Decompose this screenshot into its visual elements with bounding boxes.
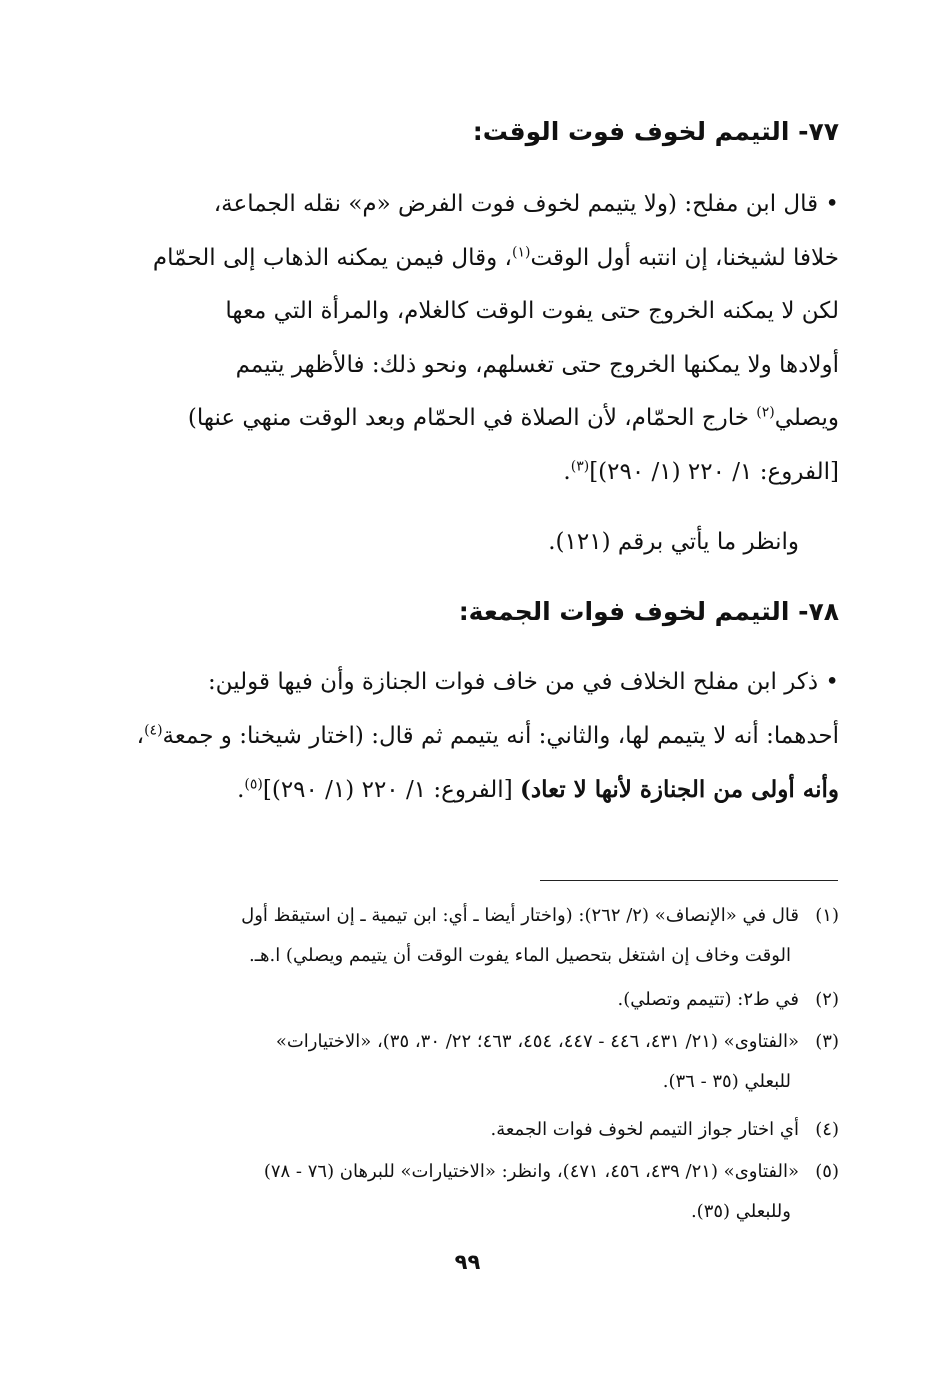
section-78-heading: ٧٨- التيمم لخوف فوات الجمعة: [458,597,839,626]
footnote-number: (٤) [815,1119,839,1140]
section-77-paragraph [99,178,839,499]
footnote-2 [99,980,839,1020]
para-line: • ذكر ابن مفلح الخلاف في من خاف فوات الجنازة وأن فيها قولين: [207,669,839,695]
footnote-number: (٢) [815,989,839,1010]
footnote-text: للبعلي (٣٥ - ٣٦). [662,1071,791,1092]
para-line [99,232,839,286]
para-line [99,710,839,764]
para-text: ، [136,722,145,749]
footnote-ref[interactable]: (٥) [244,776,263,793]
para-text: خلافا لشيخنا، إن انتبه أول الوقت [530,244,839,271]
footnote-text: الوقت وخاف إن اشتغل بتحصيل الماء يفوت الوقت أن يتيمم ويصلي) ا.هـ. [249,945,791,966]
footnote-5 [99,1152,839,1232]
footnote-text: قال في «الإنصاف» (٢/ ٢٦٢): (واختار أيضا ـ أي: ابن تيمية ـ إن استيقظ أول [241,905,799,926]
para-line: لكن لا يمكنه الخروج حتى يفوت الوقت كالغلام، والمرأة التي معها [225,298,839,324]
para-line [99,763,839,818]
footnote-ref[interactable]: (٣) [570,457,590,474]
footnote-4 [99,1110,839,1150]
page-number: ٩٩ [454,1250,481,1274]
citation: [الفروع: ١/ ٢٢٠ (١/ ٢٩٠)] [589,458,839,485]
para-line [99,392,839,446]
footnote-number: (٣) [815,1031,839,1052]
footnote-text: وللبعلي (٣٥). [690,1201,791,1222]
para-text: خارج الحمّام، لأن الصلاة في الحمّام وبعد الوقت منهي عنها) [187,405,757,431]
para-line [99,446,839,500]
footnote-1 [99,896,839,976]
citation: [الفروع: ١/ ٢٢٠ (١/ ٢٩٠)] [262,777,520,803]
footnote-text: في ط٢: (تتيمم وتصلي). [617,989,799,1010]
see-also-line [99,516,839,570]
footnote-ref[interactable]: (٢) [756,404,775,421]
footnote-3 [99,1022,839,1102]
footnote-number: (٥) [815,1161,839,1182]
footnote-divider [540,880,838,881]
para-text: أحدهما: أنه لا يتيمم لها، والثاني: أنه يتيمم ثم قال: (اختار شيخنا: و جمعة [162,722,839,749]
footnote-text: «الفتاوى» (٢١/ ٤٣٩، ٤٥٦، ٤٧١)، وانظر: «الاختيارات» للبرهان (٧٦ - ٧٨) [263,1161,799,1182]
section-77-heading: ٧٧- التيمم لخوف فوت الوقت: [472,117,839,146]
footnote-text: أي اختار جواز التيمم لخوف فوات الجمعة. [490,1119,799,1140]
footnote-ref[interactable]: (٤) [144,721,163,738]
para-text: وأنه أولى من الجنازة لأنها لا تعاد) [519,776,839,803]
footnote-text: «الفتاوى» (٢١/ ٤٣١، ٤٤٦ - ٤٤٧، ٤٥٤، ٤٦٣؛ ٢٢/ ٣٠، ٣٥)، «الاختيارات» [275,1031,799,1052]
footnote-ref[interactable]: (١) [511,243,531,260]
see-also-text: وانظر ما يأتي برقم (١٢١). [548,529,799,555]
para-line: • قال ابن مفلح: (ولا يتيمم لخوف فوت الفرض «م» نقله الجماعة، [213,191,839,217]
para-text: ويصلي [774,405,839,431]
para-text: ، وقال فيمن يمكنه الذهاب إلى الحمّام [152,244,512,271]
para-text: . [237,777,245,803]
section-78-paragraph [99,656,839,818]
para-text: . [563,458,571,485]
para-line: أولادها ولا يمكنها الخروج حتى تغسلهم، ونحو ذلك: فالأظهر يتيمم [235,351,839,378]
footnote-number: (١) [815,905,839,926]
